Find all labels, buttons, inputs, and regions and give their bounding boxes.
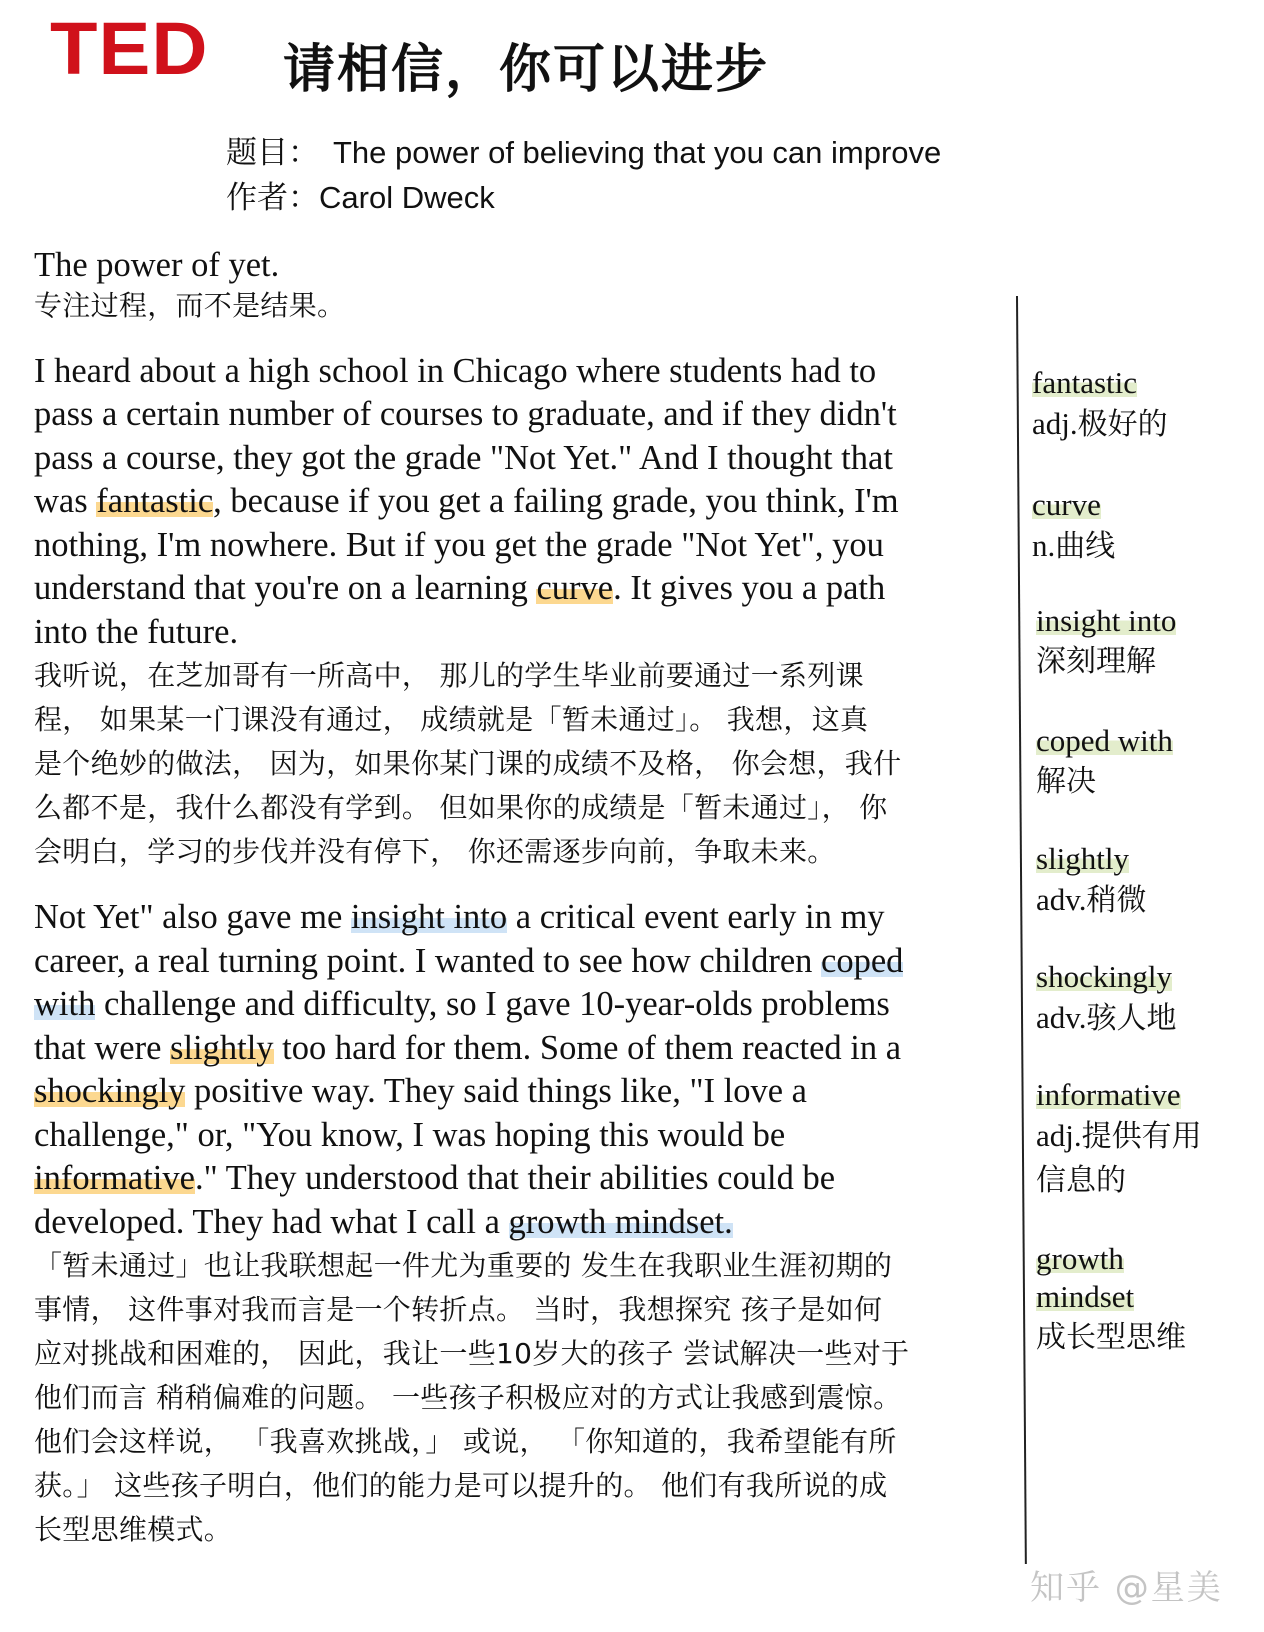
zhihu-watermark: 知乎 @星美 — [1030, 1568, 1223, 1608]
vocab-entry-shockingly: shockingly adv.骇人地 — [1036, 959, 1177, 1036]
highlight-slightly: slightly — [170, 1028, 274, 1067]
text-line: informative." They understood that their abilities could be — [34, 1159, 836, 1197]
paragraph-2-zh — [34, 1244, 994, 1552]
author-label: 作者： — [226, 180, 319, 215]
vocab-entry-insight-into — [1036, 602, 1264, 684]
vocab-entry-slightly: slightly adv.稍微 — [1036, 841, 1147, 918]
section-heading-en: The power of yet. — [34, 246, 280, 284]
vocab-word: shockingly — [1036, 959, 1173, 994]
text-line: 程， 如果某一门课没有通过， 成绩就是「暂未通过」。 我想，这真 — [34, 703, 869, 736]
text-line: 他们而言 稍稍偏难的问题。 一些孩子积极应对的方式让我感到震惊。 — [34, 1381, 902, 1414]
vocab-meaning: 极好的 — [1077, 407, 1168, 442]
topic-label: 题目： — [226, 135, 319, 170]
text-line: shockingly positive way. They said things like, "I love a — [34, 1072, 807, 1110]
highlight-insight-into: insight into — [350, 898, 508, 936]
vocab-word: slightly — [1036, 841, 1130, 876]
vocab-word: curve — [1032, 487, 1101, 522]
highlight-fantastic: fantastic — [96, 482, 214, 520]
topic-line — [226, 127, 941, 172]
highlight-coped: coped — [821, 941, 904, 980]
vocab-meaning: 骇人地 — [1086, 1001, 1177, 1036]
text-line: into the future. — [34, 612, 239, 651]
text-line: developed. They had what I call a growth mindset. — [34, 1202, 733, 1241]
text-line: that were slightly too hard for them. Some of them reacted in a — [34, 1028, 902, 1067]
text-line: 长型思维模式。 — [34, 1513, 233, 1546]
vocab-meaning: 提供有用 — [1081, 1119, 1202, 1154]
vocab-entry-informative: informative adj.提供有用 信息的 — [1036, 1076, 1264, 1203]
vocab-word: fantastic — [1032, 365, 1138, 400]
vocab-meaning-cont: 信息的 — [1036, 1163, 1126, 1198]
paragraph-1-zh — [34, 654, 994, 874]
highlight-curve: curve — [536, 569, 614, 607]
vocab-word: coped with — [1036, 723, 1173, 758]
text-line: 事情， 这件事对我而言是一个转折点。 当时，我想探究 孩子是如何 — [34, 1293, 883, 1326]
vocab-meaning: 稍微 — [1086, 883, 1147, 918]
vocab-meaning: 深刻理解 — [1036, 644, 1156, 679]
text-line: nothing, I'm nowhere. But if you get the grade "Not Yet", you — [34, 525, 884, 564]
text-line: 「暂未通过」也让我联想起一件尤为重要的 发生在我职业生涯初期的 — [34, 1249, 893, 1282]
author-line — [226, 172, 495, 217]
highlight-growth-mindset: growth mindset. — [508, 1202, 733, 1241]
vocab-entry-fantastic: fantastic adj.极好的 — [1032, 365, 1168, 442]
text-line: pass a certain number of courses to graduate, and if they didn't — [34, 395, 897, 433]
text-line: 么都不是，我什么都没有学到。 但如果你的成绩是「暂未通过」， 你 — [34, 791, 888, 824]
text-line: 会明白，学习的步伐并没有停下， 你还需逐步向前，争取未来。 — [34, 835, 836, 868]
text-line: understand that you're on a learning curve. It gives you a path — [34, 569, 886, 607]
author-value: Carol Dweck — [319, 180, 495, 215]
vocab-word-cont: mindset — [1036, 1279, 1135, 1314]
page-title: 请相信，你可以进步 — [283, 40, 770, 100]
vocab-meaning: 成长型思维 — [1036, 1320, 1186, 1355]
ted-logo: TED — [50, 7, 209, 90]
text-line: was fantastic, because if you get a failing grade, you think, I'm — [34, 482, 899, 520]
text-line: 是个绝妙的做法， 因为，如果你某门课的成绩不及格， 你会想，我什 — [34, 747, 902, 780]
article-body — [34, 244, 994, 1552]
text-line: 他们会这样说， 「我喜欢挑战，」 或说， 「你知道的，我希望能有所 — [34, 1425, 897, 1458]
paragraph-2-en — [34, 896, 994, 1244]
text-line: 应对挑战和困难的， 因此，我让一些10岁大的孩子 尝试解决一些对于 — [34, 1337, 910, 1370]
text-line: 我听说，在芝加哥有一所高中， 那儿的学生毕业前要通过一系列课 — [34, 659, 864, 692]
paragraph-1-en — [34, 350, 994, 655]
vocab-word: growth — [1036, 1241, 1124, 1276]
topic-value: The power of believing that you can improve — [333, 135, 942, 170]
column-divider — [1016, 296, 1027, 1564]
section-heading-zh: 专注过程，而不是结果。 — [34, 288, 346, 322]
highlight-informative: informative — [34, 1159, 195, 1197]
highlight-shockingly: shockingly — [34, 1072, 186, 1110]
vocab-entry-growth-mindset — [1036, 1240, 1264, 1360]
vocab-word: informative — [1036, 1077, 1181, 1112]
text-line: with challenge and difficulty, so I gave 10-year-olds problems — [34, 985, 890, 1023]
text-line: pass a course, they got the grade "Not Yet." And I thought that — [34, 438, 893, 477]
vocab-entry-coped-with — [1036, 722, 1264, 804]
text-line: I heard about a high school in Chicago where students had to — [34, 351, 877, 390]
vocab-word: insight into — [1036, 603, 1177, 638]
vocab-meaning: 解决 — [1036, 764, 1096, 799]
text-line: 获。」 这些孩子明白，他们的能力是可以提升的。 他们有我所说的成 — [34, 1469, 888, 1502]
vocab-meaning: 曲线 — [1055, 529, 1116, 564]
text-line: challenge," or, "You know, I was hoping this would be — [34, 1115, 786, 1154]
vocab-entry-curve: curve n.曲线 — [1032, 487, 1116, 564]
highlight-with: with — [34, 985, 96, 1023]
text-line: Not Yet" also gave me insight into a critical event early in my — [34, 898, 885, 936]
text-line: career, a real turning point. I wanted to see how children coped — [34, 941, 904, 980]
